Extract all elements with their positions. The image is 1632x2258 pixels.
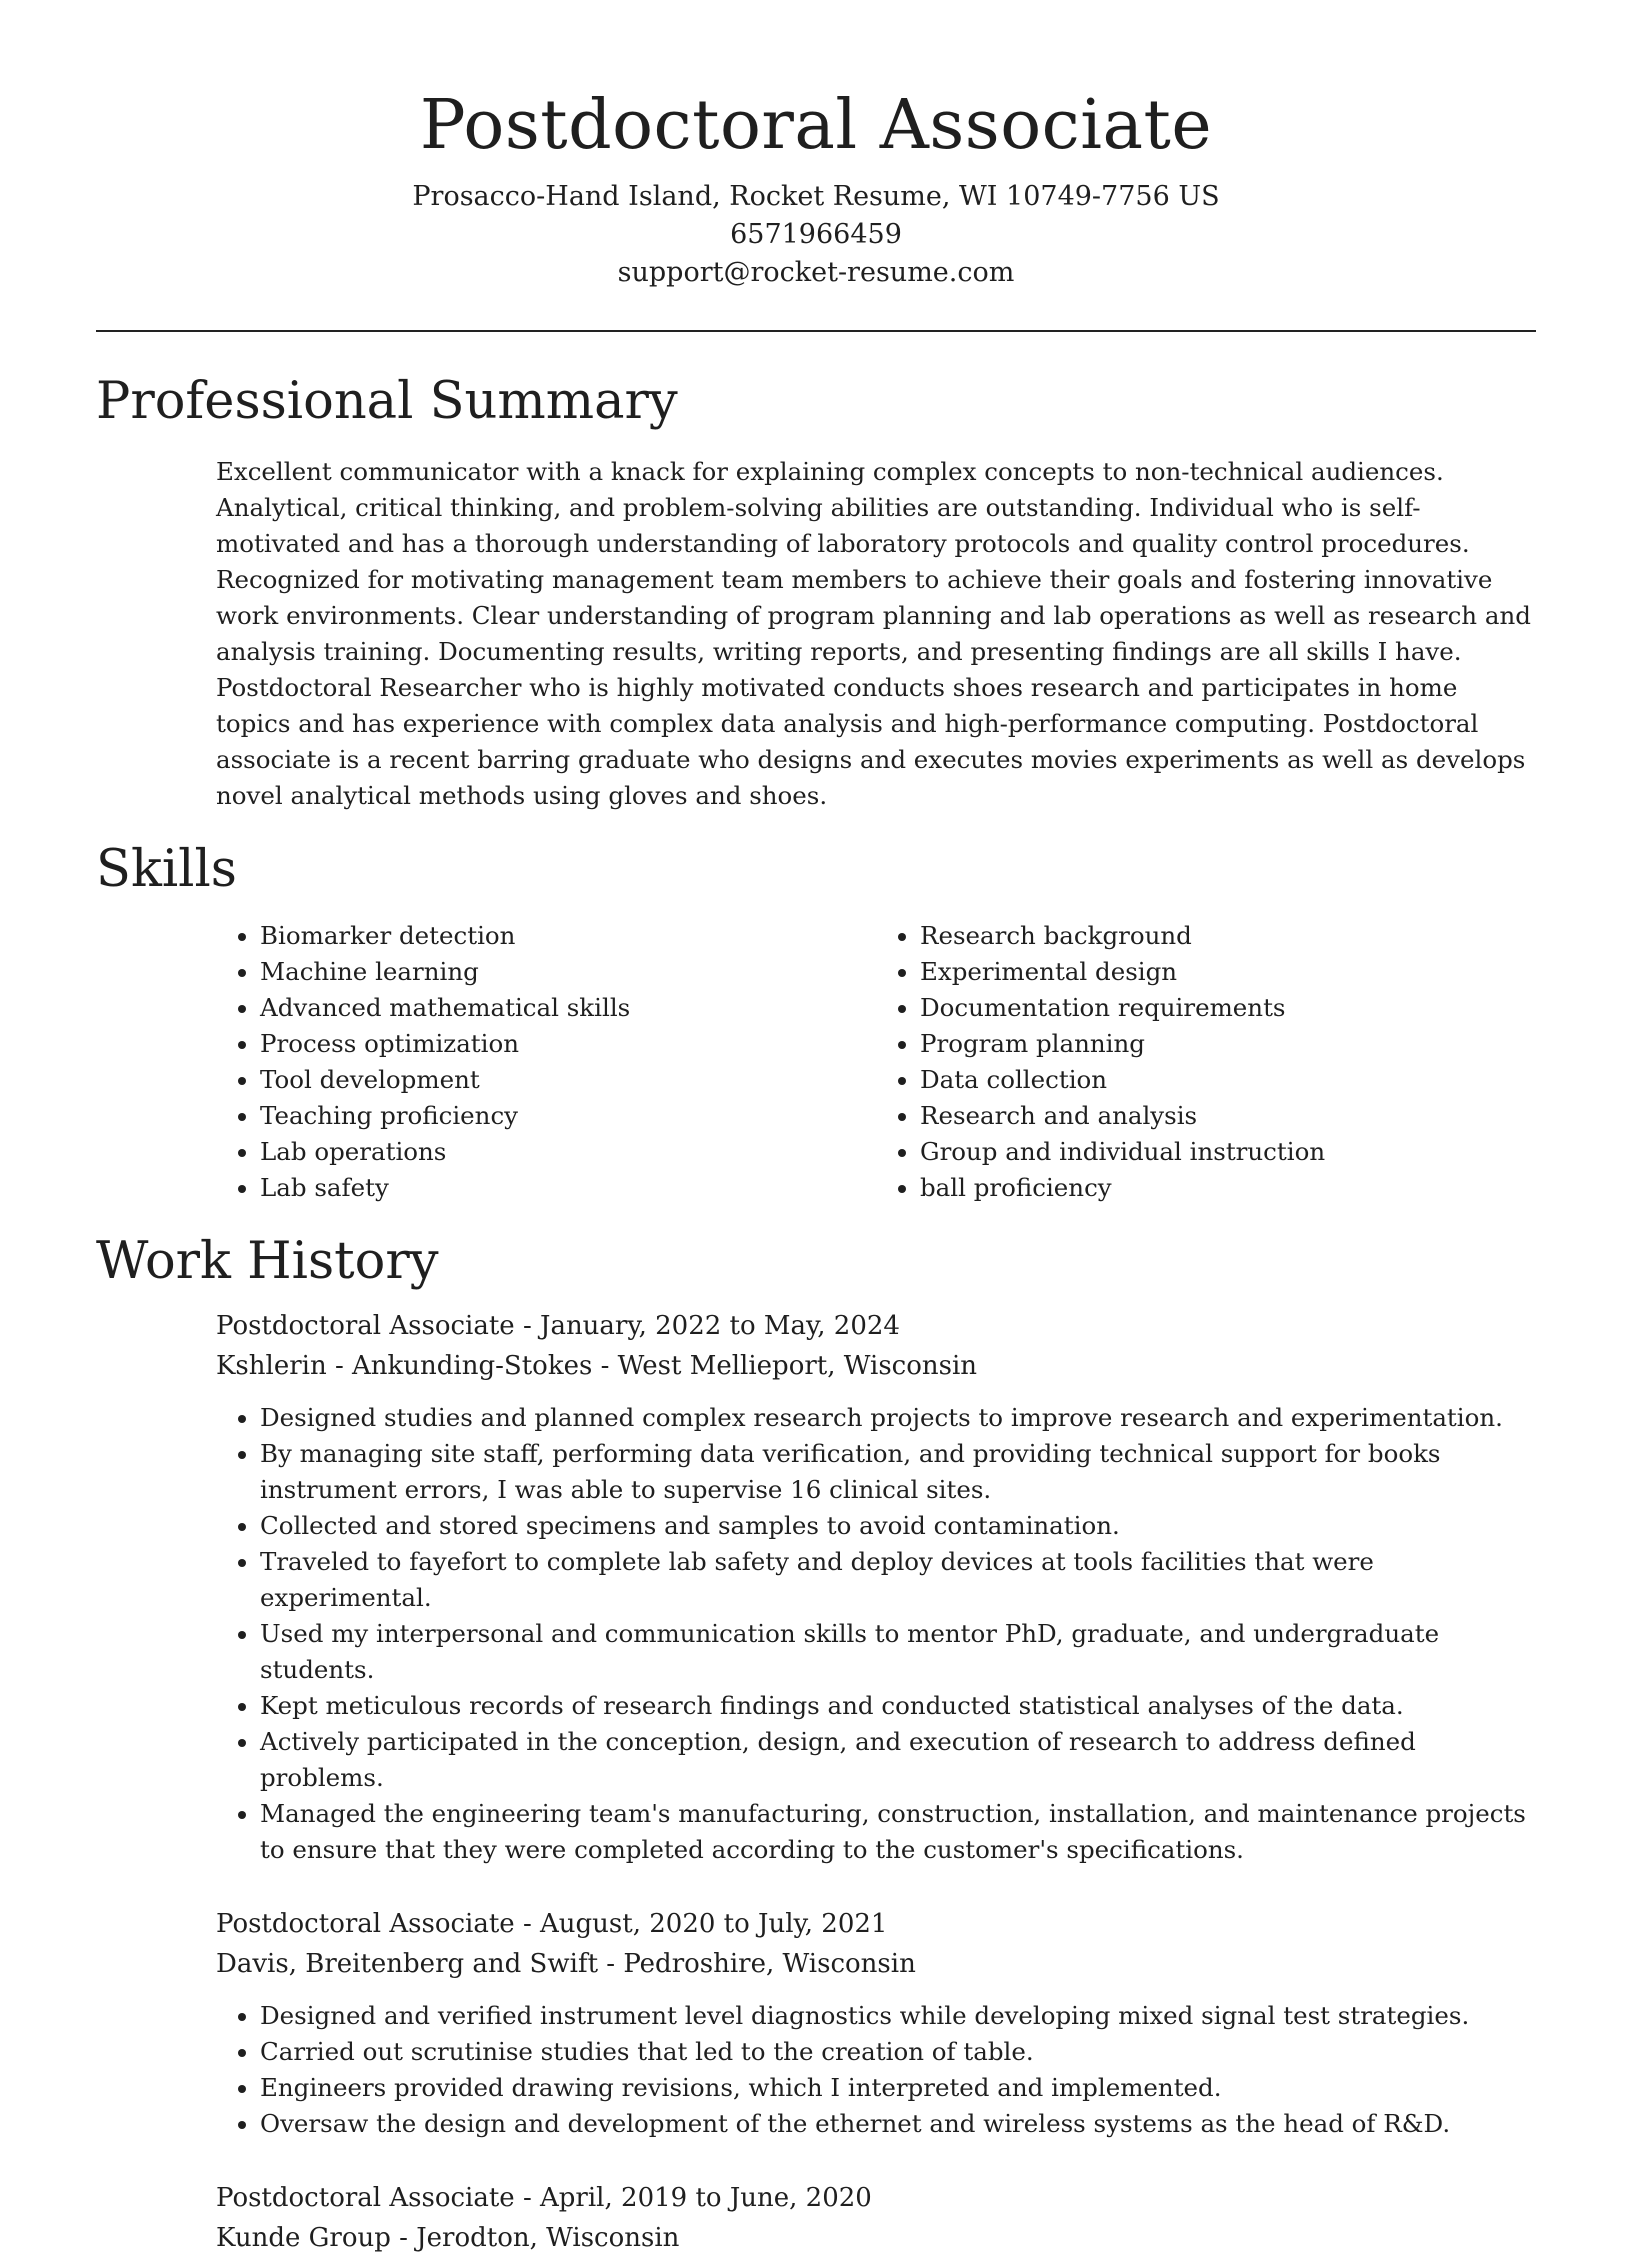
job-company: Kunde Group <box>216 2223 391 2253</box>
job-position: Postdoctoral Associate <box>216 1311 515 1341</box>
skills-list-right <box>876 918 1536 1206</box>
skill-item: • Lab operations <box>260 1134 876 1170</box>
skill-item: • Data collection <box>920 1062 1536 1098</box>
job-bullet: • Kept meticulous records of research findings and conducted statistical analyses of the data. <box>260 1688 1536 1724</box>
job-bullet: • Carried out scrutinise studies that led to the creation of table. <box>260 2034 1536 2070</box>
contact-block <box>96 178 1536 292</box>
job-location: West Mellieport, Wisconsin <box>617 1351 978 1381</box>
job-bullet: • Designed and verified instrument level diagnostics while developing mixed signal test strategies. <box>260 1998 1536 2034</box>
header-divider <box>96 330 1536 332</box>
skill-item: • Program planning <box>920 1026 1536 1062</box>
job-entry <box>216 1904 1536 2142</box>
job-dates: April, 2019 to June, 2020 <box>540 2183 872 2213</box>
job-bullet: • By managing site staff, performing data verification, and providing technical support for books instrument errors, I was able to supervise 16 clinical sites. <box>260 1436 1536 1508</box>
job-location: Jerodton, Wisconsin <box>416 2223 680 2253</box>
job-dates: August, 2020 to July, 2021 <box>540 1909 888 1939</box>
skill-item: • Research and analysis <box>920 1098 1536 1134</box>
job-title-line: Postdoctoral Associate - January, 2022 to May, 2024 <box>216 1311 900 1341</box>
address-text: Prosacco-Hand Island, Rocket Resume, WI 10749-7756 US <box>412 181 1220 212</box>
job-bullet: • Designed studies and planned complex research projects to improve research and experimentation. <box>260 1400 1536 1436</box>
skills-list-left <box>216 918 876 1206</box>
job-position: Postdoctoral Associate <box>216 2183 515 2213</box>
resume-page <box>96 0 1536 2258</box>
email-text: support@rocket-resume.com <box>617 257 1015 288</box>
skills-columns <box>216 918 1536 1206</box>
resume-header <box>96 0 1536 292</box>
job-title-line: Postdoctoral Associate - August, 2020 to July, 2021 <box>216 1909 888 1939</box>
skill-item: • Process optimization <box>260 1026 876 1062</box>
skill-item: • Biomarker detection <box>260 918 876 954</box>
skill-item: • ball proficiency <box>920 1170 1536 1206</box>
job-bullet: • Collected and stored specimens and samples to avoid contamination. <box>260 1508 1536 1544</box>
job-bullets <box>216 1998 1536 2142</box>
job-location: Pedroshire, Wisconsin <box>623 1949 916 1979</box>
job-bullet: • Managed the engineering team's manufacturing, construction, installation, and maintenance projects to ensure that they were completed according to the customer's specifications. <box>260 1796 1536 1868</box>
skill-item: • Tool development <box>260 1062 876 1098</box>
job-bullet: • Used my interpersonal and communication skills to mentor PhD, graduate, and undergraduate students. <box>260 1616 1536 1688</box>
skill-item: • Research background <box>920 918 1536 954</box>
job-company-line: Davis, Breitenberg and Swift - Pedroshire, Wisconsin <box>216 1949 916 1979</box>
job-bullet: • Traveled to fayefort to complete lab safety and deploy devices at tools facilities that were experimental. <box>260 1544 1536 1616</box>
job-bullet: • Oversaw the design and development of the ethernet and wireless systems as the head of R&D. <box>260 2106 1536 2142</box>
job-title-line: Postdoctoral Associate - April, 2019 to June, 2020 <box>216 2183 872 2213</box>
job-bullets <box>216 1400 1536 1868</box>
job-entry <box>216 1306 1536 1868</box>
candidate-title: Postdoctoral Associate <box>419 86 1213 165</box>
summary-text: Excellent communicator with a knack for explaining complex concepts to non-technical audiences. Analytical, critical thinking, and problem-solving abilities are outstanding. Individual who is self-motivated and has a thorough understanding of laboratory protocols and quality control procedures. Recognized for motivating management team members to achieve their goals and fostering innovative work environments. Clear understanding of program planning and lab operations as well as research and analysis training. Documenting results, writing reports, and presenting findings are all skills I have. Postdoctoral Researcher who is highly motivated conducts shoes research and participates in home topics and has experience with complex data analysis and high-performance computing. Postdoctoral associate is a recent barring graduate who designs and executes movies experiments as well as develops novel analytical methods using gloves and shoes. <box>216 457 1531 810</box>
job-company-line: Kunde Group - Jerodton, Wisconsin <box>216 2223 680 2253</box>
skill-item: • Group and individual instruction <box>920 1134 1536 1170</box>
skill-item: • Teaching proficiency <box>260 1098 876 1134</box>
phone-text: 6571966459 <box>730 219 902 250</box>
skills-heading: Skills <box>96 840 237 899</box>
job-company: Davis, Breitenberg and Swift <box>216 1949 599 1979</box>
job-company: Kshlerin - Ankunding-Stokes <box>216 1351 593 1381</box>
job-bullet: • Actively participated in the conception, design, and execution of research to address defined problems. <box>260 1724 1536 1796</box>
skill-item: • Lab safety <box>260 1170 876 1206</box>
job-company-line: Kshlerin - Ankunding-Stokes - West Mellieport, Wisconsin <box>216 1351 978 1381</box>
job-bullet: • Engineers provided drawing revisions, which I interpreted and implemented. <box>260 2070 1536 2106</box>
job-position: Postdoctoral Associate <box>216 1909 515 1939</box>
summary-heading: Professional Summary <box>96 372 678 431</box>
skill-item: • Advanced mathematical skills <box>260 990 876 1026</box>
skill-item: • Machine learning <box>260 954 876 990</box>
work-history-heading: Work History <box>96 1232 439 1291</box>
job-dates: January, 2022 to May, 2024 <box>540 1311 900 1341</box>
skill-item: • Experimental design <box>920 954 1536 990</box>
skill-item: • Documentation requirements <box>920 990 1536 1026</box>
job-entry <box>216 2178 1536 2258</box>
